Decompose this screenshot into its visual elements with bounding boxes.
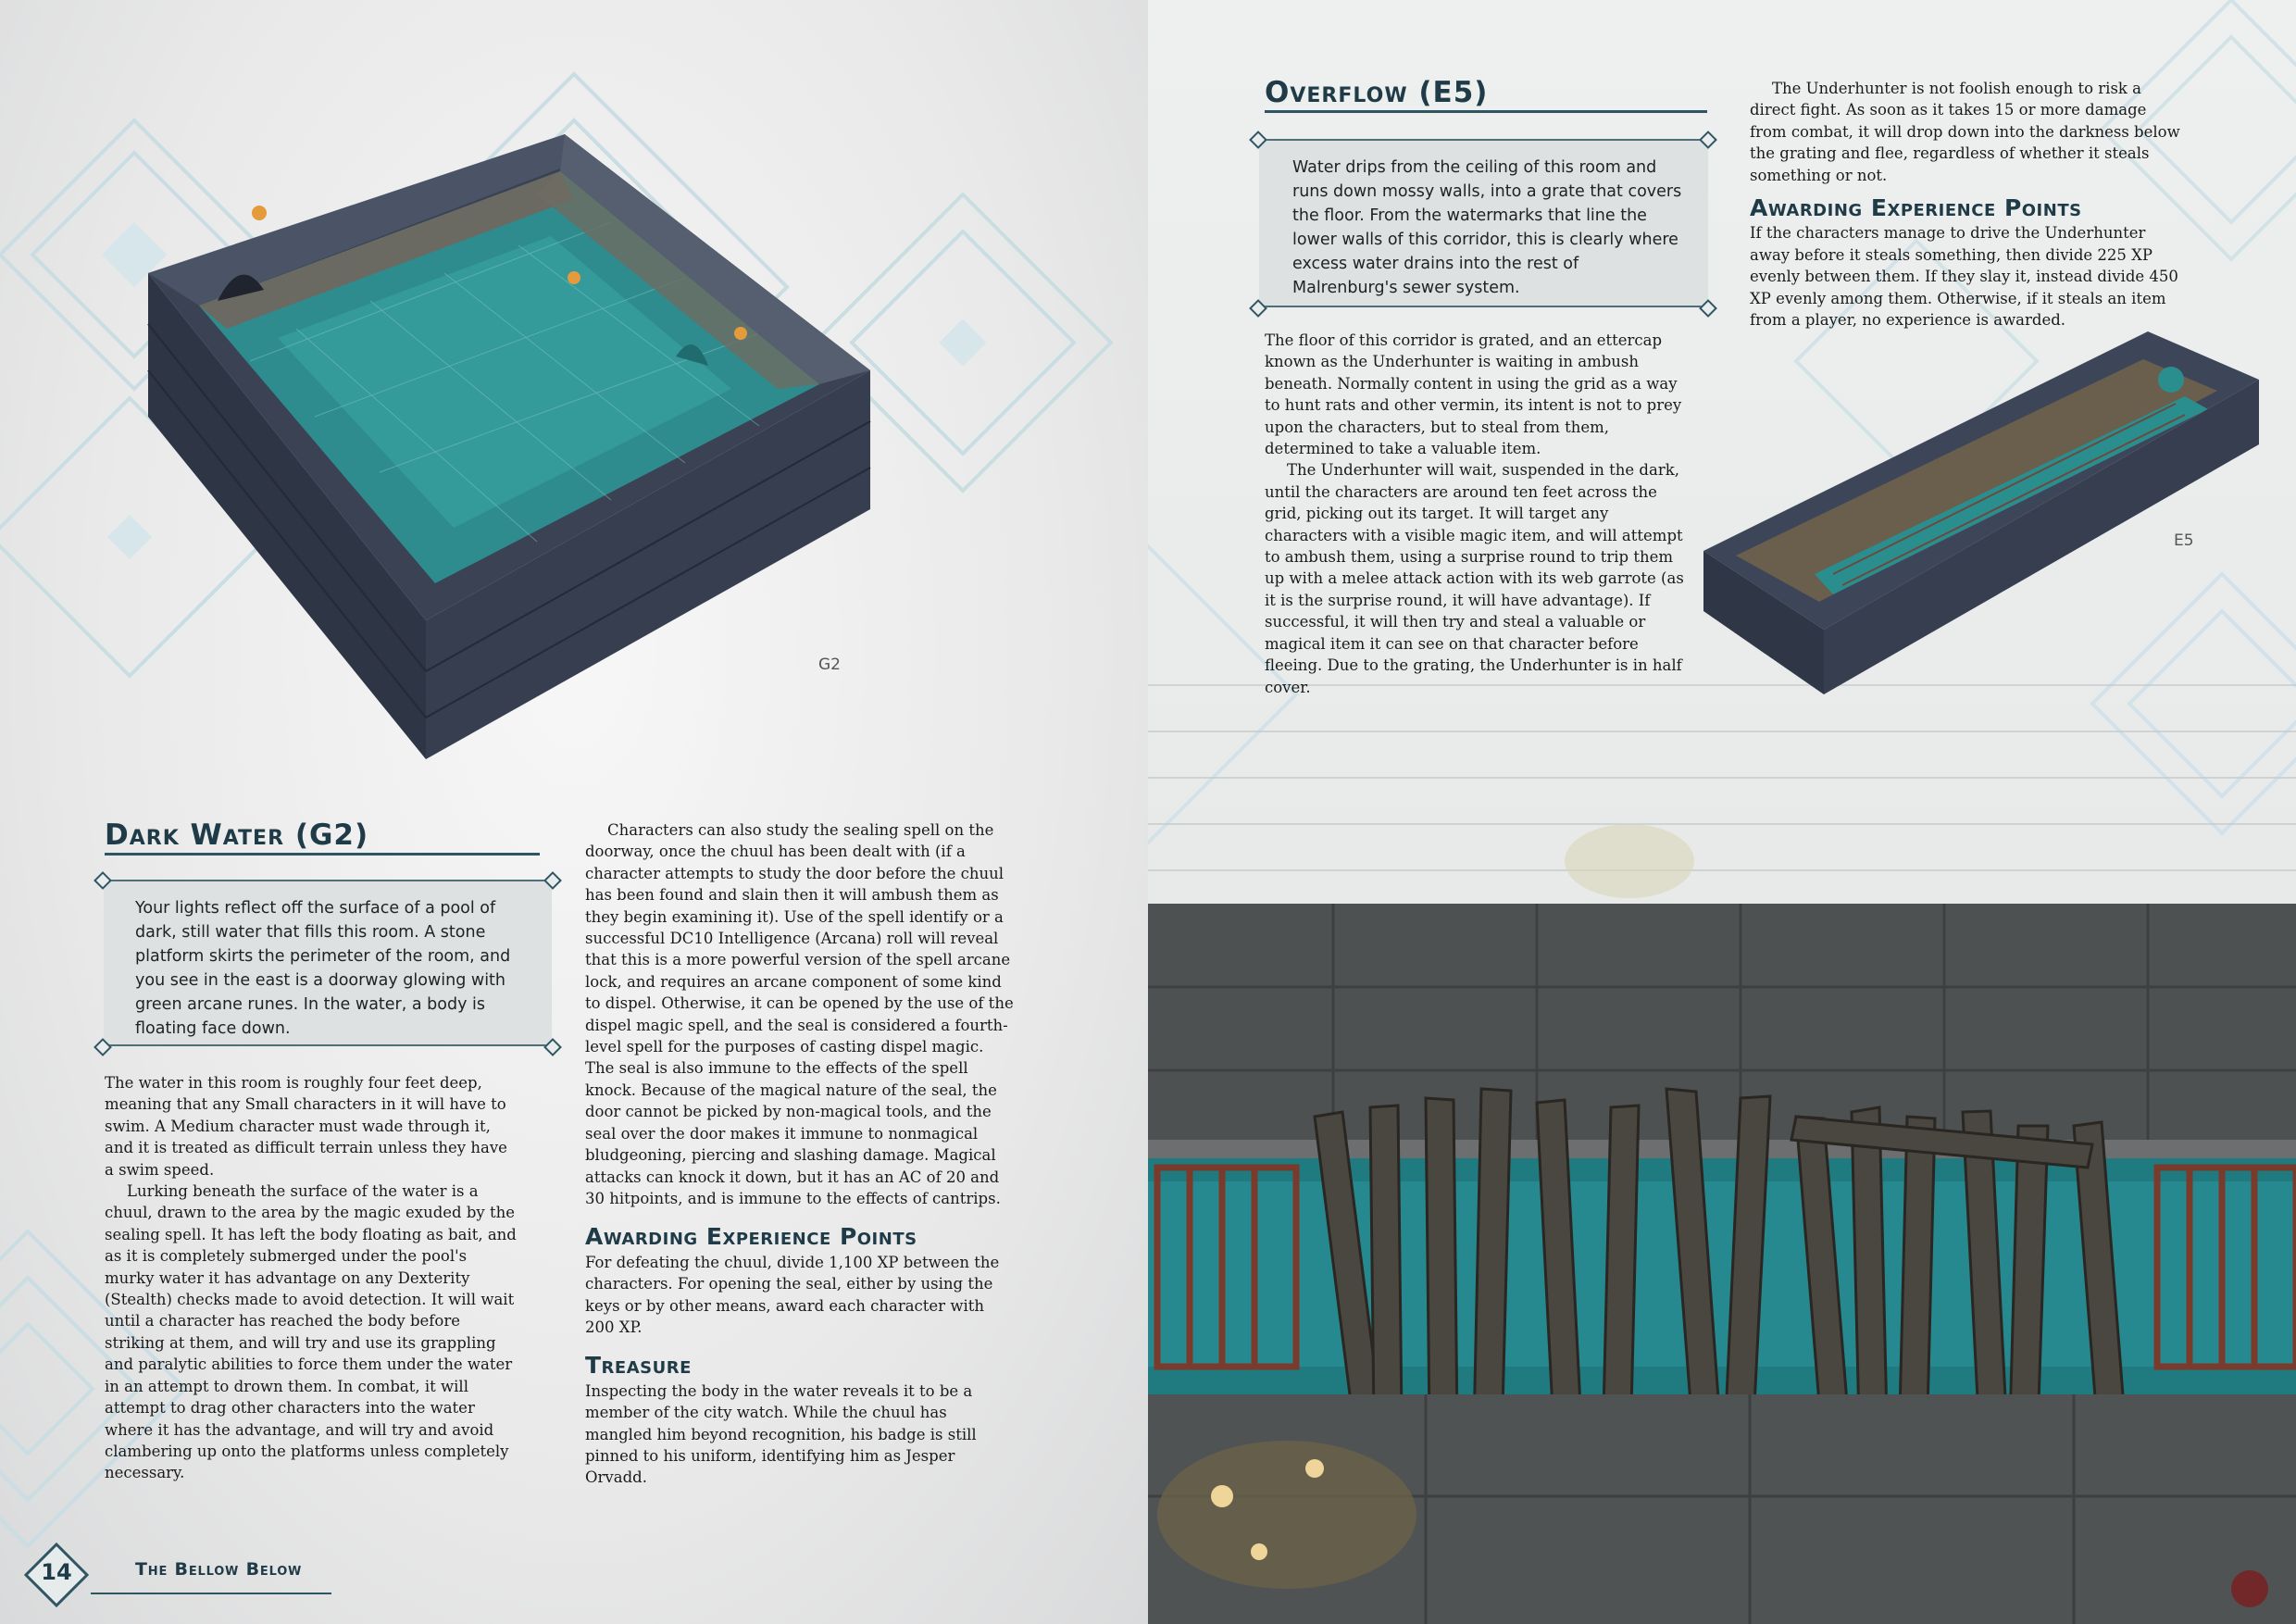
- read-aloud-box: [1259, 139, 1708, 307]
- footer-rule: [91, 1593, 331, 1594]
- map-caption-e5: E5: [2174, 531, 2194, 550]
- read-aloud-text: Your lights reflect off the surface of a pool of dark, still water that fills this room. A stone platform skirts the perimeter of the room, and you see in the east is a doorway glowing with green arcane runes. In the water, a body is floating face down.: [135, 899, 511, 1038]
- overflow-corridor-map: [1703, 324, 2259, 713]
- paragraph: The Underhunter is not foolish enough to risk a direct fight. As soon as it takes 15 or more damage from combat, it will drop down into the darkness below the grating and flee, regardless of whether it steals something or not.: [1750, 80, 2180, 184]
- heading-rule: [105, 853, 540, 856]
- right-column-2: [1750, 78, 2185, 331]
- paragraph: Lurking beneath the surface of the water is a chuul, drawn to the area by the magic exuded by the sealing spell. It has left the body floating as bait, and as it is completely submerged under the pool's murky water it has advantage on any Dexterity (Stealth) checks made to avoid detection. It will wait until a character has reached the body before striking at them, and will try and use its grappling and paralytic abilities to force them under the water in an attempt to drown them. In combat, it will attempt to drag other characters into the water where it has the advantage, and will try and avoid clambering up onto the platforms unless completely necessary.: [105, 1182, 517, 1482]
- sewer-grate-map-illustration: [1148, 904, 2296, 1624]
- paragraph: For defeating the chuul, divide 1,100 XP between the characters. For opening the seal, either by using the keys or by other means, award each character with 200 XP.: [585, 1253, 1000, 1336]
- subheading-treasure: Treasure: [585, 1352, 692, 1380]
- paragraph: The water in this room is roughly four feet deep, meaning that any Small characters in it will have to swim. A Medium character must wade through it, and it is treated as difficult terrain unless they have a swim speed.: [105, 1074, 507, 1179]
- section-heading-dark-water: Dark Water (G2): [105, 818, 369, 852]
- read-aloud-box: [104, 880, 552, 1046]
- paragraph: The Underhunter will wait, suspended in the dark, until the characters are around ten feet across the grid, picking out its target. It will target any characters with a visible magic item, and will attempt to ambush them, using a surprise round to trip them up with a melee attack action with its web garrote (as it is the surprise round, it will have advantage). If successful, it will then try and steal a valuable or magical item it can see on that character before fleeing. Due to the grating, the Underhunter is in half cover.: [1265, 461, 1684, 696]
- dark-water-room-map: [130, 120, 889, 759]
- paragraph: The floor of this corridor is grated, and an ettercap known as the Underhunter is waiting in ambush beneath. Normally content in using the grid as a way to hunt rats and other vermin, its intent is not to prey upon the characters, but to steal from them, determined to take a valuable item.: [1265, 331, 1682, 458]
- right-column-1: [1265, 330, 1696, 698]
- page-number: 14: [41, 1559, 72, 1585]
- read-aloud-text: Water drips from the ceiling of this room and runs down mossy walls, into a grate that covers the floor. From the watermarks that line the lower walls of this corridor, this is clearly where excess water drains into the rest of Malrenburg's sewer system.: [1292, 158, 1682, 297]
- left-column-1: [105, 1072, 517, 1484]
- paragraph: Inspecting the body in the water reveals it to be a member of the city watch. While the chuul has mangled him beyond recognition, his badge is still pinned to his uniform, identifying him as Jesper Orvadd.: [585, 1381, 977, 1487]
- paragraph: If the characters manage to drive the Underhunter away before it steals something, then divide 225 XP evenly between them. If they slay it, instead divide 450 XP evenly among them. Otherwise, if it steals an item from a player, no experience is awarded.: [1750, 224, 2178, 330]
- paragraph: Characters can also study the sealing spell on the doorway, once the chuul has been dealt with (if a character attempts to study the door before the chuul has been found and slain then it will ambush them as they begin examining it). Use of the spell identify or a successful DC10 Intelligence (Arcana) roll will reveal that this is a more powerful version of the spell arcane lock, and requires an arcane component of some kind to dispel. Otherwise, it can be opened by the use of the dispel magic spell, and the seal is considered a fourth-level spell for the purposes of casting dispel magic. The seal is also immune to the effects of the spell knock. Because of the magical nature of the seal, the door cannot be picked by non-magical tools, and the seal over the door makes it immune to nonmagical bludgeoning, piercing and slashing damage. Magical attacks can knock it down, but it has an AC of 20 and 30 hitpoints, and is immune to the effects of cantrips.: [585, 821, 1014, 1207]
- left-column-2: [585, 819, 1016, 1489]
- footer-book-title: The Bellow Below: [135, 1559, 303, 1580]
- subheading-awarding-xp: Awarding Experience Points: [1750, 194, 2082, 222]
- heading-rule: [1265, 110, 1707, 113]
- right-page: [1148, 0, 2296, 1624]
- subheading-awarding-xp: Awarding Experience Points: [585, 1223, 917, 1251]
- section-heading-overflow: Overflow (E5): [1265, 76, 1489, 109]
- map-caption-g2: G2: [818, 656, 841, 674]
